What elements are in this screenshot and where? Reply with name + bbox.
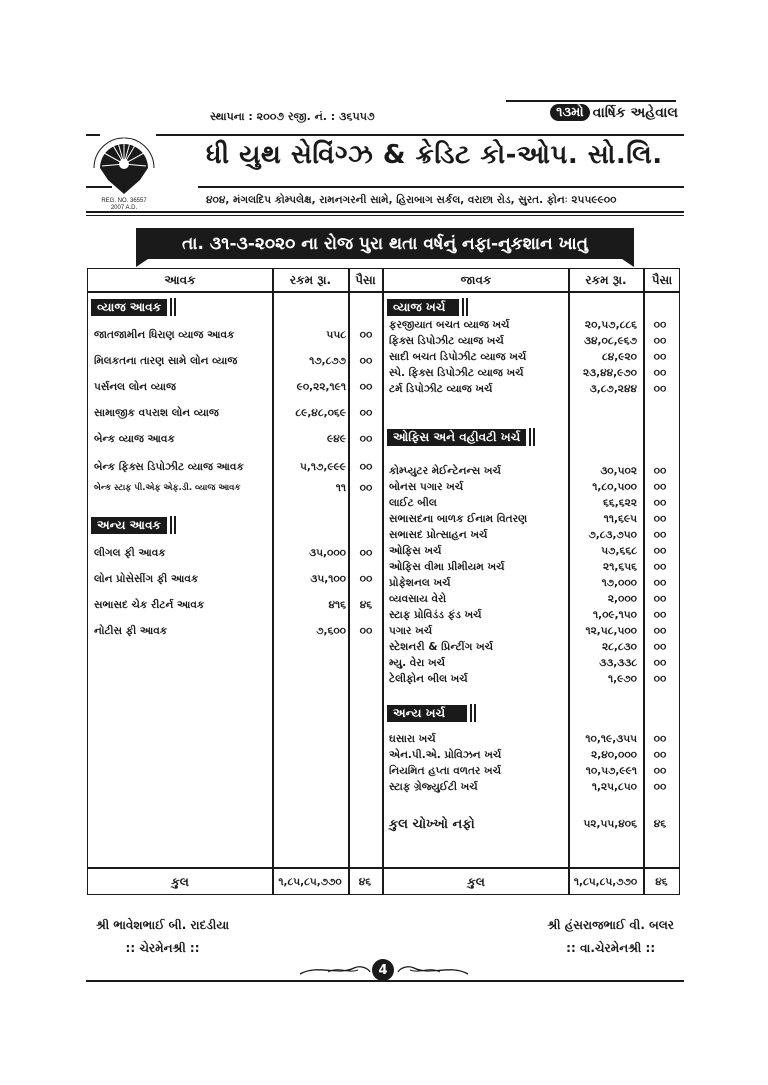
section-bars-icon	[170, 516, 176, 534]
expense-column-header: જાવક	[460, 272, 492, 287]
report-label: વાર્ષિક અહેવાલ	[592, 104, 678, 121]
section-bars-icon	[529, 428, 535, 446]
header-rule	[198, 134, 684, 136]
income-row: નોટીસ ફી આવક ૭,૬૦૦ ૦૦	[94, 625, 373, 637]
income-side	[88, 293, 382, 867]
chairman-title: :: ચેરમેનશ્રી ::	[125, 941, 200, 955]
income-row: બેન્ક ફિક્સ ડિપોઝીટ વ્યાજ આવક ૫,૧૭,૯૯૯ ૦૦	[94, 461, 373, 473]
paise-column-header: પૈસા	[651, 272, 673, 287]
section-interest-income: વ્યાજ આવક	[91, 297, 176, 317]
page-number: 4	[372, 959, 394, 981]
expense-row: ઘસારા ખર્ચ ૧૦,૧૯,૩૫૫ ૦૦	[389, 733, 667, 745]
section-bars-icon	[170, 298, 176, 316]
expense-row: સ્પે. ફિક્સ ડિપોઝીટ વ્યાજ ખર્ચ ૨૩,૪૪,૯૭૦ ૦૦	[389, 367, 667, 379]
expense-row: ફરજીયાત બચત વ્યાજ ખર્ચ ૨૦,૫૭,૮૮૬ ૦૦	[389, 319, 667, 331]
expense-row: પગાર ખર્ચ ૧૨,૫૮,૫૦૦ ૦૦	[389, 625, 667, 637]
income-total-row: કુલ ૧,૮૫,૮૫,૭૭૦ ૪૬	[171, 874, 372, 889]
profit-loss-table	[87, 268, 680, 895]
expense-row: સ્ટાફ ગ્રેજ્યુઈટી ખર્ચ ૧,૨૫,૮૫૦ ૦૦	[389, 781, 667, 793]
income-row: પર્સનલ લોન વ્યાજ ૯૦,૨૨,૧૯૧ ૦૦	[94, 381, 373, 393]
society-logo-icon	[86, 98, 162, 210]
footer-rule	[86, 980, 684, 982]
vice-chairman-name: શ્રી હંસરાજભાઈ વી. બલર	[547, 918, 674, 932]
expense-row: કોમ્પ્યુટર મેઈન્ટેનન્સ ખર્ચ ૩૦,૫૦૨ ૦૦	[389, 465, 667, 477]
header-rule	[86, 134, 100, 136]
expense-row: સભાસદના બાળક ઈનામ વિતરણ ૧૧,૬૯૫ ૦૦	[389, 513, 667, 525]
expense-row: ફિક્સ ડિપોઝીટ વ્યાજ ખર્ચ ૩૪,૦૮,૯૬૭ ૦૦	[389, 335, 667, 347]
flourish-left-icon	[298, 962, 372, 976]
section-interest-expense: વ્યાજ ખર્ચ	[387, 297, 468, 317]
income-row: લોન પ્રોસેસીંગ ફી આવક ૩૫,૧૦૦ ૦૦	[94, 573, 373, 585]
statement-title: તા. ૩૧-૩-૨૦૨૦ ના રોજ પુરા થતા વર્ષનું નફા-નુકશાન ખાતુ	[136, 228, 634, 259]
paise-column-header: પૈસા	[355, 272, 376, 287]
header-rule	[86, 211, 684, 213]
amount-column-header: રકમ રૂા.	[585, 272, 627, 287]
expense-row: સ્ટાફ પ્રોવિડંડ ફંડ ખર્ચ ૧,૦૯,૧૫૦ ૦૦	[389, 609, 667, 621]
expense-row: ટર્મ ડિપોઝીટ વ્યાજ ખર્ચ ૩,૮૭,૨૪૪ ૦૦	[389, 383, 667, 395]
section-bars-icon	[462, 298, 468, 316]
chairman-name: શ્રી ભાવેશભાઈ બી. રાદડીયા	[96, 918, 230, 932]
net-profit-row: કુલ ચોખ્ખો નફો ૫૨,૫૫,૪૦૬ ૪૬	[389, 817, 667, 832]
section-other-income: અન્ય આવક	[91, 515, 176, 535]
amount-column-header: રકમ રૂા.	[289, 272, 332, 287]
vice-chairman-signature	[547, 918, 674, 956]
income-row: મિલકતના તારણ સામે લોન વ્યાજ ૧૭,૮૭૭ ૦૦	[94, 355, 373, 367]
flourish-right-icon	[396, 962, 470, 976]
statement-title-banner	[136, 228, 634, 268]
expense-row: બોનસ પગાર ખર્ચ ૧,૮૦,૫૦૦ ૦૦	[389, 481, 667, 493]
header-rule	[86, 215, 684, 216]
expense-row: વ્યવસાય વેરો ૨,૦૦૦ ૦૦	[389, 593, 667, 605]
expense-row: લાઈટ બીલ ૬૬,૬૨૨ ૦૦	[389, 497, 667, 509]
vice-chairman-title: :: વા.ચેરમેનશ્રી ::	[566, 941, 656, 955]
svg-text:2007 A.D.: 2007 A.D.	[110, 205, 138, 210]
banner-fold-left	[136, 259, 148, 267]
header-rule	[86, 186, 112, 188]
income-row: બેન્ક સ્ટાફ પી.એફ એફ.ડી. વ્યાજ આવક ૧૧ ૦૦	[94, 481, 373, 494]
header-rule	[506, 100, 676, 102]
expense-row: સાદી બચત ડિપોઝીટ વ્યાજ ખર્ચ ૮૪,૯૨૦ ૦૦	[389, 351, 667, 363]
expense-row: સભાસદ પ્રોત્સાહન ખર્ચ ૭,૮૩,૭૫૦ ૦૦	[389, 529, 667, 541]
section-other-expense: અન્ય ખર્ચ	[387, 703, 476, 723]
establishment-registration: સ્થાપના : ૨૦૦૭ રજી. નં. : ૩૬૫૫૭	[210, 110, 375, 123]
expense-row: મ્યુ. વેરા ખર્ચ ૩૩,૩૩૮ ૦૦	[389, 657, 667, 669]
expense-total-row: કુલ ૧,૮૫,૮૫,૭૭૦ ૪૬	[467, 874, 668, 889]
organization-name: ધી યુથ સેવિંગ્ઝ & ક્રેડિટ કો-ઓપ. સો.લિ.	[206, 140, 663, 170]
svg-text:REG. NO. 36557: REG. NO. 36557	[101, 198, 147, 204]
expense-row: એન.પી.એ. પ્રોવિઝન ખર્ચ ૨,૪૦,૦૦૦ ૦૦	[389, 749, 667, 761]
income-row: લીગલ ફી આવક ૩૫,૦૦૦ ૦૦	[94, 547, 373, 559]
income-row: બેન્ક વ્યાજ આવક ૯૪૯ ૦૦	[94, 433, 373, 445]
organization-address: ૪૦૪, મંગલદિપ કોમ્પલેક્ષ, રામનગરની સામે, હિરાબાગ સર્કલ, વરાછા રોડ, સુરત. ફોનઃ ૨૫૫૯૯૦૦	[206, 194, 617, 206]
income-row: જાતજામીન ધિરાણ વ્યાજ આવક ૫૫૮ ૦૦	[94, 329, 373, 341]
expense-row: ઓફિસ વીમા પ્રીમીયમ ખર્ચ ૨૧,૬૫૬ ૦૦	[389, 561, 667, 573]
section-bars-icon	[470, 704, 476, 722]
report-header	[86, 98, 684, 218]
header-rule	[198, 186, 684, 188]
expense-side	[384, 293, 680, 867]
expense-row: નિયમિત હપ્તા વળતર ખર્ચ ૧૦,૫૭,૯૯૧ ૦૦	[389, 765, 667, 777]
expense-row: સ્ટેશનરી & પ્રિન્ટીંગ ખર્ચ ૨૮,૮૩૦ ૦૦	[389, 641, 667, 653]
annual-report-tag	[550, 104, 678, 121]
report-edition-badge: ૧૩મો	[550, 104, 589, 121]
income-column-header: આવક	[164, 272, 196, 287]
section-office-admin-expense: ઓફિસ અને વહીવટી ખર્ચ	[387, 427, 535, 447]
income-row: સામાજીક વપરાશ લોન વ્યાજ ૮૯,૪૮,૦૬૯ ૦૦	[94, 407, 373, 419]
banner-fold-right	[622, 259, 634, 267]
expense-row: ટેલીફોન બીલ ખર્ચ ૧,૯૭૦ ૦૦	[389, 673, 667, 685]
expense-row: પ્રોફેશનલ ખર્ચ ૧૭,૦૦૦ ૦૦	[389, 577, 667, 589]
expense-row: ઓફિસ ખર્ચ ૫૭,૬૬૮ ૦૦	[389, 545, 667, 557]
income-row: સભાસદ ચેક રીટર્ન આવક ૪૧૬ ૪૬	[94, 599, 373, 611]
chairman-signature	[96, 918, 229, 956]
